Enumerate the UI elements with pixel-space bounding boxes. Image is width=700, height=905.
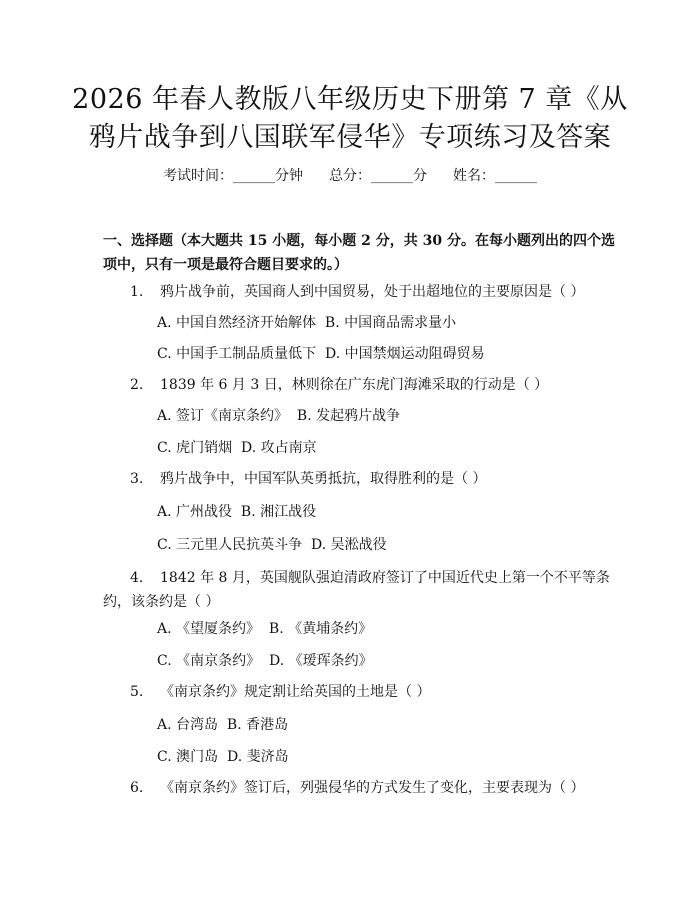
question-number: 1. <box>130 284 144 300</box>
question-text: 《南京条约》签订后，列强侵华的方式发生了变化，主要表现为（ ） <box>160 780 585 796</box>
exam-meta <box>0 166 700 186</box>
exam-time: 考试时间：______分钟 <box>163 168 303 184</box>
question-text: 鸦片战争中，中国军队英勇抵抗，取得胜利的是（ ） <box>160 471 487 487</box>
question-text: 《南京条约》规定割让给英国的土地是（ ） <box>160 684 431 700</box>
section-heading-line-1: 一、选择题（本大题共 15 小题，每小题 2 分，共 30 分。在每小题列出的四个选 <box>103 233 615 249</box>
question-5-options-cd: C. 澳门岛 D. 斐济岛 <box>157 749 289 765</box>
question-3-options-ab: A. 广州战役 B. 湘江战役 <box>157 504 317 520</box>
question-4-options-ab: A. 《望厦条约》 B. 《黄埔条约》 <box>157 621 373 637</box>
question-number: 6. <box>130 780 144 796</box>
question-number: 2. <box>130 377 144 393</box>
question-text: 1839 年 6 月 3 日，林则徐在广东虎门海滩采取的行动是（ ） <box>160 377 549 393</box>
exam-total-score: 总分：______分 <box>329 168 427 184</box>
question-4-options-cd: C. 《南京条约》 D. 《瑷珲条约》 <box>157 653 373 669</box>
question-4 <box>130 566 610 590</box>
question-3 <box>130 467 486 491</box>
question-number: 4. <box>130 570 144 586</box>
question-4-continuation: 约，该条约是（ ） <box>103 594 220 610</box>
question-text: 鸦片战争前，英国商人到中国贸易，处于出超地位的主要原因是（ ） <box>160 284 585 300</box>
question-2-options-cd: C. 虎门销烟 D. 攻占南京 <box>157 440 317 456</box>
document-title-line-1: 2026 年春人教版八年级历史下册第 7 章《从 <box>72 84 628 115</box>
question-1-options-cd: C. 中国手工制品质量低下 D. 中国禁烟运动阻碍贸易 <box>157 346 485 362</box>
question-1 <box>130 280 584 304</box>
document-title-line-2: 鸦片战争到八国联军侵华》专项练习及答案 <box>88 122 612 153</box>
exam-student-name: 姓名：______ <box>453 168 537 184</box>
question-5 <box>130 680 430 704</box>
question-3-options-cd: C. 三元里人民抗英斗争 D. 吴淞战役 <box>157 537 387 553</box>
question-2 <box>130 373 548 397</box>
question-text: 1842 年 8 月，英国舰队强迫清政府签订了中国近代史上第一个不平等条 <box>160 570 610 586</box>
question-2-options-ab: A. 签订《南京条约》 B. 发起鸦片战争 <box>157 408 401 424</box>
question-number: 5. <box>130 684 144 700</box>
question-5-options-ab: A. 台湾岛 B. 香港岛 <box>157 717 289 733</box>
question-6 <box>130 776 584 800</box>
section-heading-line-2: 项中，只有一项是最符合题目要求的。） <box>103 257 348 273</box>
question-1-options-ab: A. 中国自然经济开始解体 B. 中国商品需求量小 <box>157 315 457 331</box>
question-number: 3. <box>130 471 144 487</box>
